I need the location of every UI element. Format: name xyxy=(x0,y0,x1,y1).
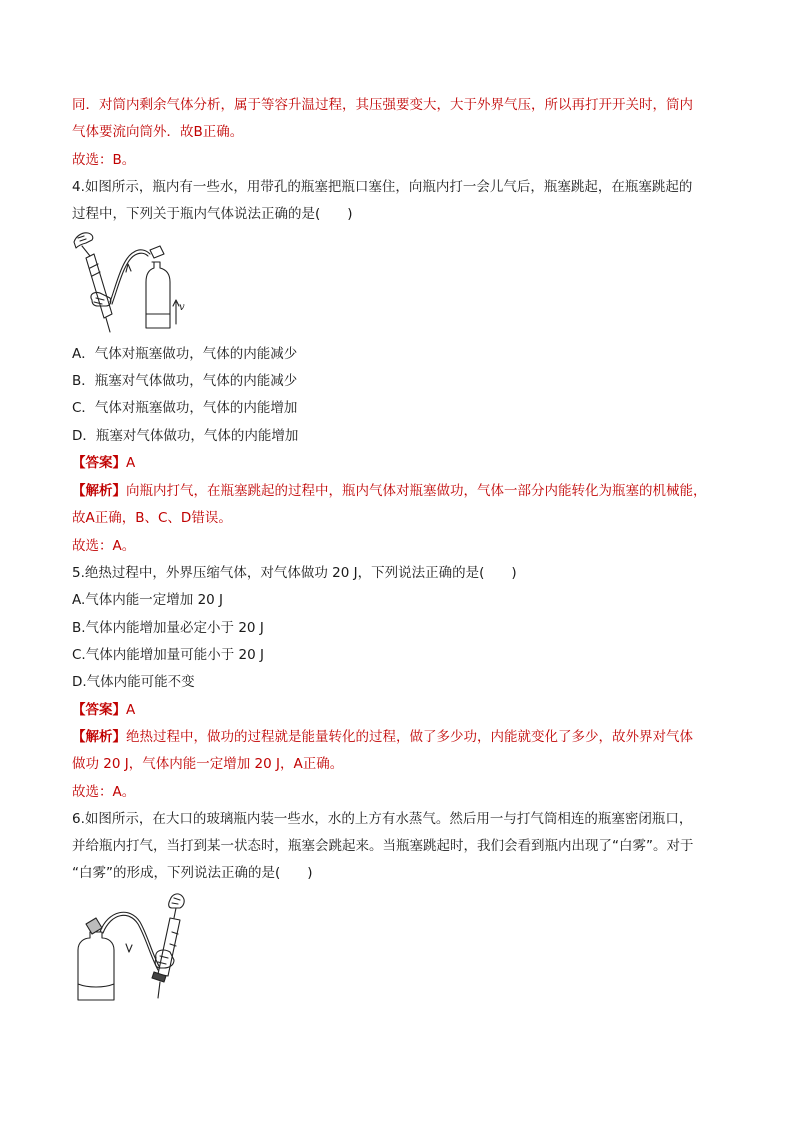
q5-choose: 故选：A。 xyxy=(72,784,136,800)
q4-figure-pump-bottle xyxy=(70,228,188,336)
q5-option-d: D.气体内能可能不变 xyxy=(72,674,195,690)
q4-option-a: A．气体对瓶塞做功，气体的内能减少 xyxy=(72,346,298,362)
q4-option-c: C．气体对瓶塞做功，气体的内能增加 xyxy=(72,400,298,416)
q5-option-b: B.气体内能增加量必定小于 20 J xyxy=(72,620,264,636)
q4-stem-line1: 4.如图所示，瓶内有一些水，用带孔的瓶塞把瓶口塞住，向瓶内打一会儿气后，瓶塞跳起，在瓶塞跳起的 xyxy=(72,179,693,195)
q4-choose: 故选：A。 xyxy=(72,538,136,554)
q4-analysis-text1: 向瓶内打气，在瓶塞跳起的过程中，瓶内气体对瓶塞做功，气体一部分内能转化为瓶塞的机械能， xyxy=(126,483,707,499)
q6-figure-pump-bottle xyxy=(68,888,204,1006)
q6-stem-line2: 并给瓶内打气，当打到某一状态时，瓶塞会跳起来。当瓶塞跳起时，我们会看到瓶内出现了“白雾”。对于 xyxy=(72,838,694,854)
q5-analysis-line2: 做功 20 J，气体内能一定增加 20 J，A正确。 xyxy=(72,756,344,772)
q6-stem-line3: “白雾”的形成，下列说法正确的是( ) xyxy=(72,865,313,881)
q4-analysis-line2: 故A正确，B、C、D错误。 xyxy=(72,510,232,526)
q6-stem-line1: 6.如图所示，在大口的玻璃瓶内装一些水，水的上方有水蒸气。然后用一与打气筒相连的瓶塞密闭瓶口， xyxy=(72,811,693,827)
q4-option-d: D．瓶塞对气体做功，气体的内能增加 xyxy=(72,428,299,444)
q4-option-b: B．瓶塞对气体做功，气体的内能减少 xyxy=(72,373,298,389)
q3-analysis-line1: 同．对筒内剩余气体分析，属于等容升温过程，其压强要变大，大于外界气压，所以再打开开关时，筒内 xyxy=(72,97,693,113)
q5-analysis-line1 xyxy=(72,727,693,747)
q4-stem-line2: 过程中，下列关于瓶内气体说法正确的是( ) xyxy=(72,206,353,222)
q5-answer-tag: 【答案】 xyxy=(72,702,126,718)
q4-answer-tag: 【答案】 xyxy=(72,455,126,471)
q4-answer xyxy=(72,453,135,473)
q4-analysis-tag: 【解析】 xyxy=(72,483,126,499)
q5-analysis-tag: 【解析】 xyxy=(72,729,126,745)
q5-option-a: A.气体内能一定增加 20 J xyxy=(72,592,224,608)
q3-choose: 故选：B。 xyxy=(72,152,136,168)
q5-option-c: C.气体内能增加量可能小于 20 J xyxy=(72,647,264,663)
q4-figure-v-label: v xyxy=(179,302,185,313)
q5-answer-value: A xyxy=(126,702,136,718)
q4-analysis-line1 xyxy=(72,481,707,501)
q4-answer-value: A xyxy=(126,455,136,471)
q5-analysis-text1: 绝热过程中，做功的过程就是能量转化的过程，做了多少功，内能就变化了多少，故外界对气体 xyxy=(126,729,693,745)
q5-answer xyxy=(72,700,135,720)
q5-stem: 5.绝热过程中，外界压缩气体，对气体做功 20 J，下列说法正确的是( ) xyxy=(72,565,517,581)
q3-analysis-line2: 气体要流向筒外．故B正确。 xyxy=(72,124,244,140)
